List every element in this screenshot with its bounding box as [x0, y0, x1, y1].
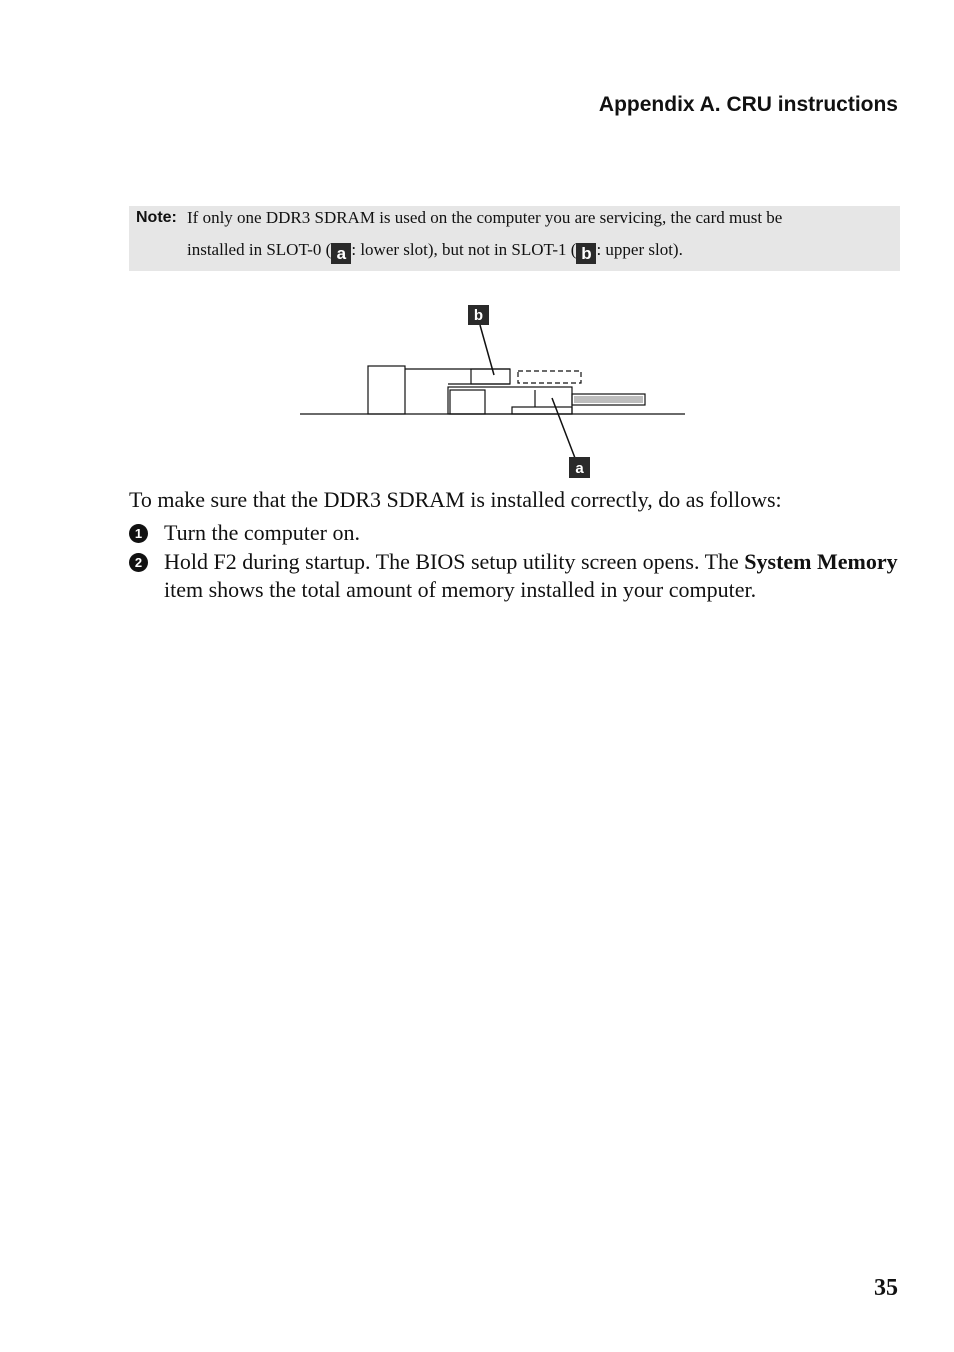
step-text-part: Hold F2 during startup. The BIOS setup utility screen opens. The: [164, 549, 745, 574]
memory-slot-diagram: [300, 303, 690, 483]
lower-slot-step: [512, 407, 572, 414]
upper-slot-module: [471, 369, 510, 384]
connector-block: [368, 366, 405, 414]
note-text-part: : upper slot).: [596, 240, 683, 259]
note-line-1: If only one DDR3 SDRAM is used on the computer you are servicing, the card must be: [187, 208, 783, 227]
page-number: 35: [874, 1275, 898, 1301]
step-text: Turn the computer on.: [164, 520, 360, 545]
callout-b-leader: [480, 325, 494, 375]
note-line-2: [187, 240, 683, 264]
note-label: Note:: [136, 209, 177, 226]
intro-paragraph: To make sure that the DDR3 SDRAM is installed correctly, do as follows:: [129, 487, 782, 512]
note-text-part: installed in SLOT-0 (: [187, 240, 332, 259]
slot-a-badge-icon: a: [331, 243, 351, 264]
lower-slot-module-fill: [574, 396, 643, 403]
page-header-title: Appendix A. CRU instructions: [598, 93, 898, 116]
lower-slot-block: [450, 390, 485, 414]
note-box: [129, 206, 900, 271]
step-text: [164, 548, 899, 604]
step-number-icon: 1: [129, 524, 148, 543]
callout-b-label: b: [473, 307, 484, 324]
callout-a-label: a: [575, 460, 584, 477]
step-number-icon: 2: [129, 553, 148, 572]
note-text-part: : lower slot), but not in SLOT-1 (: [351, 240, 577, 259]
system-memory-term: System Memory: [744, 549, 898, 574]
step-text-part: item shows the total amount of memory installed in your computer.: [164, 577, 757, 602]
upper-slot-empty: [518, 371, 581, 383]
slot-b-badge-icon: b: [576, 243, 596, 264]
